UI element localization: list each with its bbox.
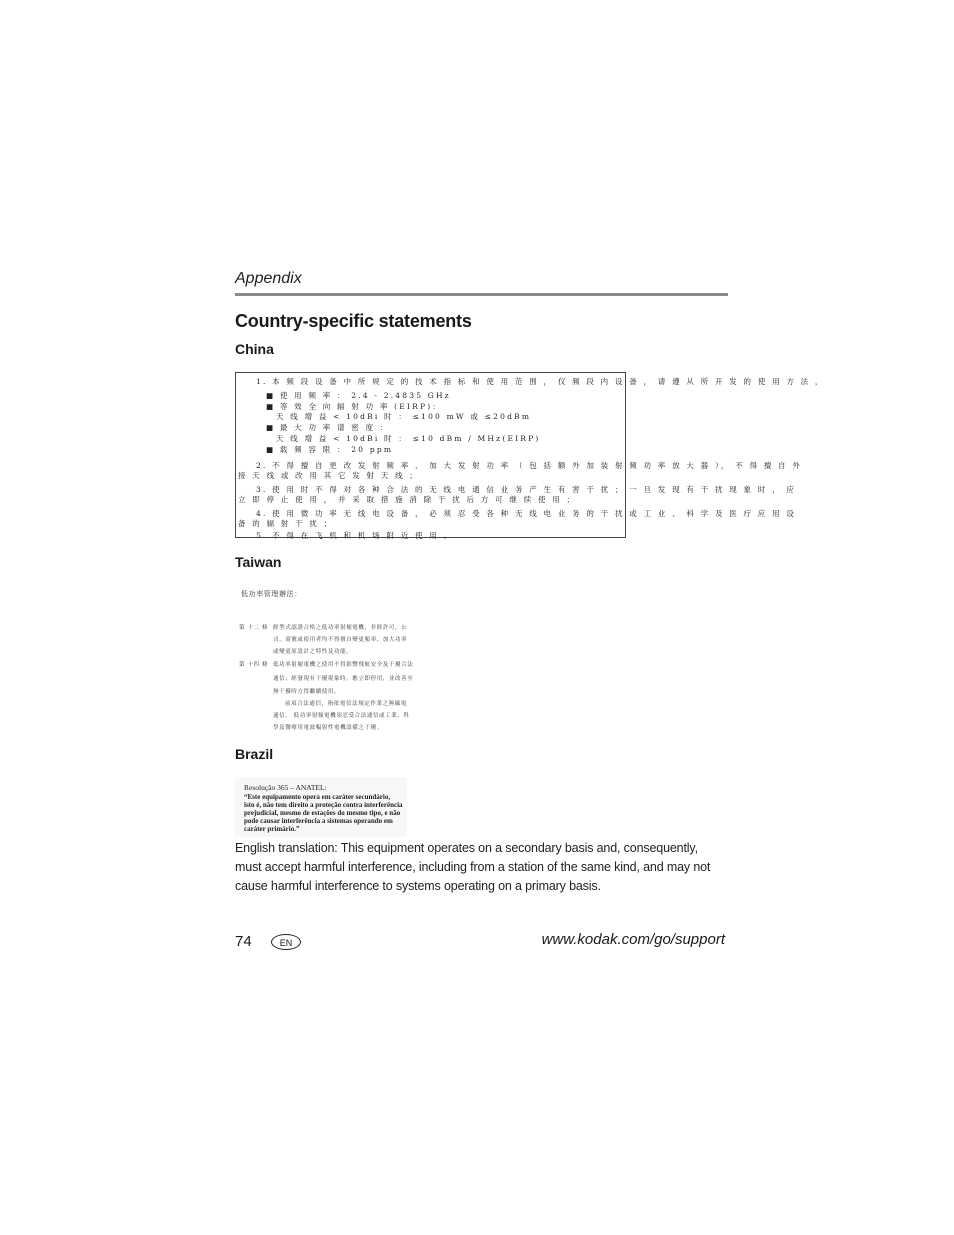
- china-line: 4. 使 用 微 功 率 无 线 电 设 备 ， 必 须 忍 受 各 种 无 线 电 业 务 的 干 扰 或 工 业 、 科 学 及 医 疗 应 用 设: [256, 509, 797, 518]
- taiwan-line: 第 十二 條: [239, 625, 269, 631]
- china-line: ■ 载 频 容 限 ： 20 ppm: [266, 445, 394, 454]
- china-line: 天 线 增 益 < 10dBi 时 ： ≤100 mW 或 ≤20dBm: [276, 412, 532, 421]
- taiwan-line: 司、商號或使用者均不得擅自變更頻率、加大功率: [273, 637, 408, 643]
- china-line: 天 线 增 益 < 10dBi 时 ： ≤10 dBm / MHz(EIRP): [276, 434, 541, 443]
- section-label: Appendix: [235, 270, 302, 287]
- brazil-line: prejudicial, mesmo de estações do mesmo tipo, e não: [244, 809, 401, 817]
- taiwan-line: 通信。 低功率射頻電機須忍受合法通信或工業、科: [273, 713, 410, 719]
- header-divider: [235, 293, 728, 296]
- china-line: 立 即 停 止 使 用 ， 并 采 取 措 施 消 除 干 扰 后 方 可 继 续 使 用 ；: [238, 495, 577, 504]
- taiwan-line: 低功率管理辦法：: [241, 590, 302, 598]
- brazil-line: pode causar interferência a sistemas operando em: [244, 817, 393, 825]
- brazil-line: “Este equipamento opera em caráter secundário,: [244, 793, 391, 801]
- taiwan-line: 前項合法通信，指依電信法規定作業之無線電: [285, 701, 408, 707]
- page-title: Country-specific statements: [235, 311, 472, 331]
- brazil-line: caráter primário.”: [244, 825, 300, 833]
- heading-china: China: [235, 341, 274, 357]
- english-translation: English translation: This equipment operates on a secondary basis and, consequently, must accept harmful interference, including from a station of the same kind, and may not cause harmful interference to systems operating on a primary basis.: [235, 841, 711, 893]
- brazil-line: isto é, não tem direito a proteção contra interferência: [244, 801, 403, 809]
- support-url: www.kodak.com/go/support: [541, 931, 725, 948]
- taiwan-line: 學及醫療用電波輻射性電機設備之干擾。: [273, 725, 383, 731]
- page-number: 74: [235, 933, 252, 950]
- china-line: ■ 使 用 频 率 ： 2.4 - 2.4835 GHz: [266, 391, 451, 400]
- brazil-statement-image: [235, 777, 407, 837]
- china-line: 2. 不 得 擅 自 更 改 发 射 频 率 、 加 大 发 射 功 率 （ 包 括 额 外 加 装 射 频 功 率 放 大 器 ）， 不 得 擅 自 外: [256, 461, 803, 470]
- china-line: ■ 最 大 功 率 谱 密 度 ：: [266, 423, 390, 432]
- brazil-line: Resolução 365 – ANATEL:: [244, 783, 327, 792]
- china-line: 1. 本 频 段 设 备 中 所 规 定 的 技 术 指 标 和 使 用 范 围 ， 仅 频 段 内 设 备 ， 请 遵 从 所 开 发 的 使 用 方 法 ，: [256, 377, 825, 386]
- taiwan-statement-image: [235, 585, 414, 735]
- china-line: 接 天 线 或 改 用 其 它 发 射 天 线 ；: [238, 471, 420, 480]
- taiwan-line: 第 十四 條: [239, 662, 269, 668]
- language-badge: EN: [271, 934, 301, 950]
- taiwan-line: 無干擾時方得繼續使用。: [273, 689, 341, 695]
- china-line: 5. 不 得 在 飞 机 和 机 场 附 近 使 用 。: [256, 531, 454, 540]
- taiwan-line: 低功率射頻電機之使用不得影響飛航安全及干擾合法: [273, 662, 414, 668]
- taiwan-line: 或變更原設計之特性及功能。: [273, 649, 353, 655]
- china-line: 备 的 辐 射 干 扰 ；: [238, 519, 334, 528]
- taiwan-line: 經型式認證合格之低功率射頻電機，非經許可，公: [273, 625, 408, 631]
- taiwan-line: 通信；經發現有干擾現象時，應立即停用，並改善至: [273, 676, 414, 682]
- china-line: 3. 使 用 时 不 得 对 各 种 合 法 的 无 线 电 通 信 业 务 产 生 有 害 干 扰 ； 一 旦 发 现 有 干 扰 现 象 时 ， 应: [256, 485, 797, 494]
- china-line: ■ 等 效 全 向 辐 射 功 率 (EIRP)：: [266, 402, 443, 411]
- china-statement-image: [235, 372, 825, 540]
- heading-taiwan: Taiwan: [235, 554, 282, 570]
- heading-brazil: Brazil: [235, 746, 274, 762]
